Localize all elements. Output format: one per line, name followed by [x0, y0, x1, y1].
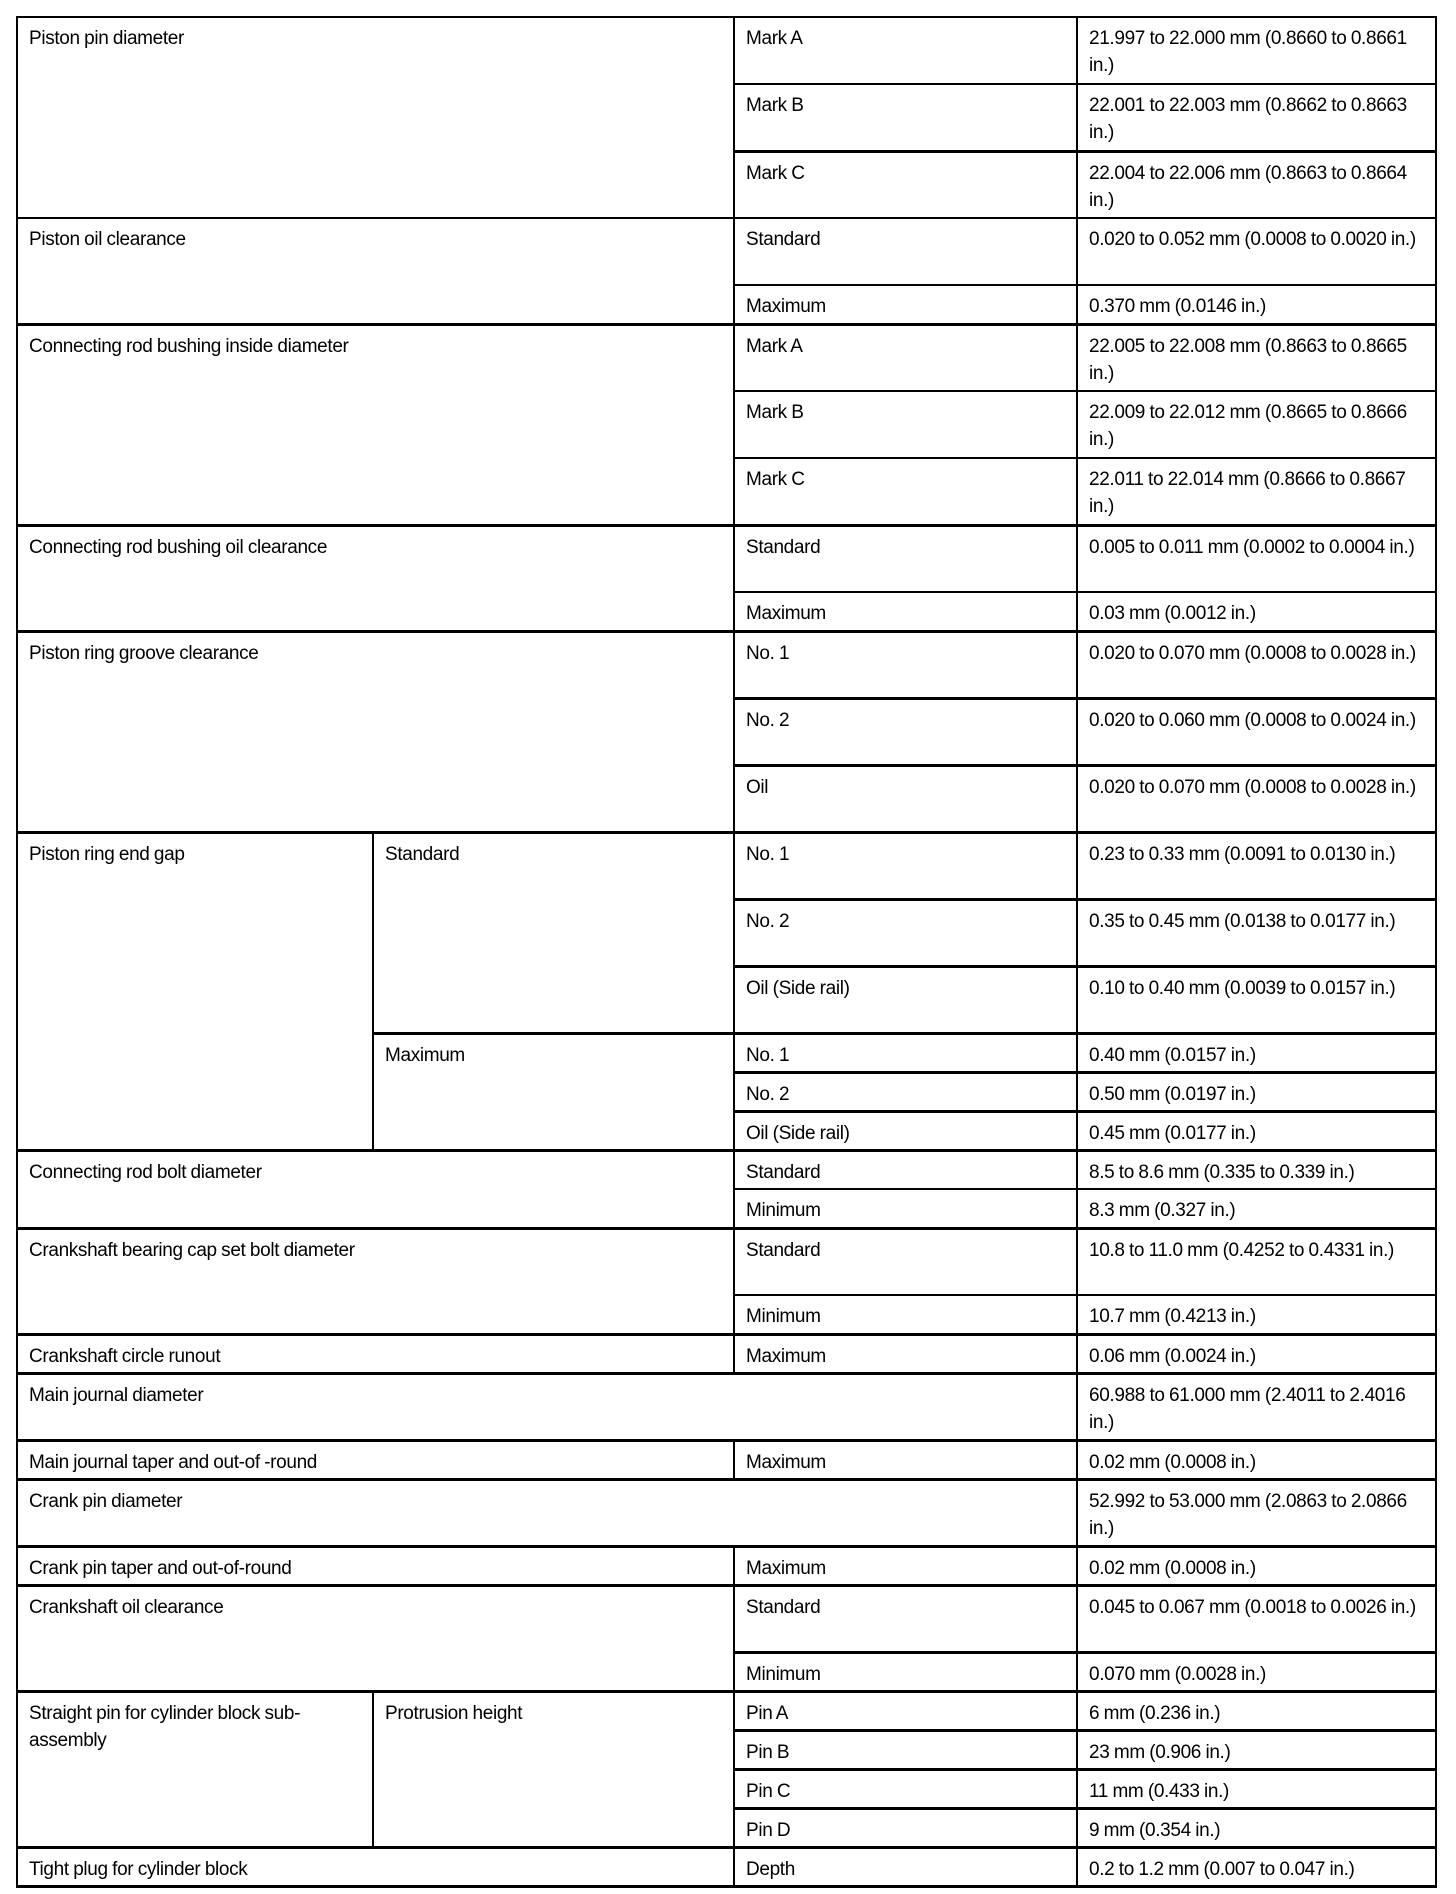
item-label: Crank pin diameter [17, 1479, 1077, 1546]
item-label: Piston ring groove clearance [17, 631, 734, 832]
table-row [17, 1440, 1436, 1479]
value-cell: 0.020 to 0.060 mm (0.0008 to 0.0024 in.) [1077, 698, 1436, 765]
condition-cell: Mark B [734, 391, 1077, 458]
value-cell: 10.7 mm (0.4213 in.) [1077, 1295, 1436, 1334]
value-cell: 0.02 mm (0.0008 in.) [1077, 1440, 1436, 1479]
value-cell: 0.020 to 0.052 mm (0.0008 to 0.0020 in.) [1077, 218, 1436, 285]
condition-cell: No. 1 [734, 832, 1077, 899]
condition-cell: No. 2 [734, 899, 1077, 966]
item-label: Piston oil clearance [17, 218, 734, 324]
table-row [17, 1334, 1436, 1373]
item-label: Tight plug for cylinder block [17, 1847, 734, 1886]
table-row [17, 1150, 1436, 1189]
condition-cell: Maximum [734, 1334, 1077, 1373]
value-cell: 11 mm (0.433 in.) [1077, 1769, 1436, 1808]
table-row [17, 1847, 1436, 1886]
value-cell: 0.020 to 0.070 mm (0.0008 to 0.0028 in.) [1077, 631, 1436, 698]
value-cell: 0.35 to 0.45 mm (0.0138 to 0.0177 in.) [1077, 899, 1436, 966]
value-cell: 0.045 to 0.067 mm (0.0018 to 0.0026 in.) [1077, 1585, 1436, 1652]
value-cell: 6 mm (0.236 in.) [1077, 1691, 1436, 1730]
condition-cell: Mark A [734, 324, 1077, 391]
condition-cell: Oil [734, 765, 1077, 832]
value-cell: 21.997 to 22.000 mm (0.8660 to 0.8661 in.) [1077, 17, 1436, 84]
value-cell: 22.004 to 22.006 mm (0.8663 to 0.8664 in.) [1077, 151, 1436, 218]
value-cell: 0.10 to 0.40 mm (0.0039 to 0.0157 in.) [1077, 966, 1436, 1033]
condition-cell: Standard [734, 1585, 1077, 1652]
condition-cell: Oil (Side rail) [734, 966, 1077, 1033]
table-row [17, 17, 1436, 84]
value-cell: 9 mm (0.354 in.) [1077, 1808, 1436, 1847]
item-label: Main journal taper and out-of -round [17, 1440, 734, 1479]
condition-cell: Oil (Side rail) [734, 1111, 1077, 1150]
item-label: Straight pin for cylinder block sub-assembly [17, 1691, 373, 1847]
value-cell: 22.011 to 22.014 mm (0.8666 to 0.8667 in.) [1077, 458, 1436, 525]
condition-cell: No. 2 [734, 1072, 1077, 1111]
group-label: Protrusion height [373, 1691, 734, 1847]
item-label: Connecting rod bushing inside diameter [17, 324, 734, 525]
table-row [17, 324, 1436, 391]
value-cell: 0.40 mm (0.0157 in.) [1077, 1033, 1436, 1072]
condition-cell: Maximum [734, 592, 1077, 631]
condition-cell: Depth [734, 1847, 1077, 1886]
value-cell: 23 mm (0.906 in.) [1077, 1730, 1436, 1769]
condition-cell: Pin A [734, 1691, 1077, 1730]
value-cell: 0.02 mm (0.0008 in.) [1077, 1546, 1436, 1585]
table-row [17, 832, 1436, 899]
value-cell: 0.45 mm (0.0177 in.) [1077, 1111, 1436, 1150]
value-cell: 10.8 to 11.0 mm (0.4252 to 0.4331 in.) [1077, 1228, 1436, 1295]
value-cell: 0.070 mm (0.0028 in.) [1077, 1652, 1436, 1691]
item-label: Crankshaft bearing cap set bolt diameter [17, 1228, 734, 1334]
item-label: Piston ring end gap [17, 832, 373, 1150]
condition-cell: Maximum [734, 285, 1077, 324]
value-cell: 0.50 mm (0.0197 in.) [1077, 1072, 1436, 1111]
condition-cell: Standard [734, 1228, 1077, 1295]
value-cell: 0.020 to 0.070 mm (0.0008 to 0.0028 in.) [1077, 765, 1436, 832]
value-cell: 0.005 to 0.011 mm (0.0002 to 0.0004 in.) [1077, 525, 1436, 592]
condition-cell: Standard [734, 218, 1077, 285]
value-cell: 22.001 to 22.003 mm (0.8662 to 0.8663 in.) [1077, 84, 1436, 151]
table-row [17, 1479, 1436, 1546]
item-label: Crank pin taper and out-of-round [17, 1546, 734, 1585]
condition-cell: Standard [734, 1150, 1077, 1189]
value-cell: 60.988 to 61.000 mm (2.4011 to 2.4016 in.) [1077, 1373, 1436, 1440]
condition-cell: Pin B [734, 1730, 1077, 1769]
table-row [17, 1585, 1436, 1652]
table-row [17, 218, 1436, 285]
table-row [17, 631, 1436, 698]
value-cell: 0.06 mm (0.0024 in.) [1077, 1334, 1436, 1373]
item-label: Main journal diameter [17, 1373, 1077, 1440]
value-cell: 8.3 mm (0.327 in.) [1077, 1189, 1436, 1228]
table-row [17, 1373, 1436, 1440]
value-cell: 0.03 mm (0.0012 in.) [1077, 592, 1436, 631]
value-cell: 0.2 to 1.2 mm (0.007 to 0.047 in.) [1077, 1847, 1436, 1886]
item-label: Connecting rod bushing oil clearance [17, 525, 734, 631]
condition-cell: Mark C [734, 458, 1077, 525]
value-cell: 22.005 to 22.008 mm (0.8663 to 0.8665 in.) [1077, 324, 1436, 391]
condition-cell: Minimum [734, 1295, 1077, 1334]
condition-cell: Mark B [734, 84, 1077, 151]
condition-cell: Mark A [734, 17, 1077, 84]
condition-cell: Standard [734, 525, 1077, 592]
value-cell: 52.992 to 53.000 mm (2.0863 to 2.0866 in.) [1077, 1479, 1436, 1546]
specification-table [16, 16, 1437, 1888]
condition-cell: Minimum [734, 1652, 1077, 1691]
item-label: Crankshaft circle runout [17, 1334, 734, 1373]
item-label: Piston pin diameter [17, 17, 734, 218]
item-label: Crankshaft oil clearance [17, 1585, 734, 1691]
value-cell: 8.5 to 8.6 mm (0.335 to 0.339 in.) [1077, 1150, 1436, 1189]
table-row [17, 1691, 1436, 1730]
item-label: Connecting rod bolt diameter [17, 1150, 734, 1228]
group-label: Standard [373, 832, 734, 1033]
table-row [17, 1228, 1436, 1295]
condition-cell: No. 1 [734, 1033, 1077, 1072]
value-cell: 0.23 to 0.33 mm (0.0091 to 0.0130 in.) [1077, 832, 1436, 899]
condition-cell: Pin C [734, 1769, 1077, 1808]
group-label: Maximum [373, 1033, 734, 1150]
condition-cell: Mark C [734, 151, 1077, 218]
condition-cell: No. 2 [734, 698, 1077, 765]
value-cell: 22.009 to 22.012 mm (0.8665 to 0.8666 in.) [1077, 391, 1436, 458]
value-cell: 0.370 mm (0.0146 in.) [1077, 285, 1436, 324]
table-row [17, 1546, 1436, 1585]
condition-cell: Maximum [734, 1546, 1077, 1585]
condition-cell: No. 1 [734, 631, 1077, 698]
table-row [17, 525, 1436, 592]
condition-cell: Minimum [734, 1189, 1077, 1228]
condition-cell: Maximum [734, 1440, 1077, 1479]
condition-cell: Pin D [734, 1808, 1077, 1847]
